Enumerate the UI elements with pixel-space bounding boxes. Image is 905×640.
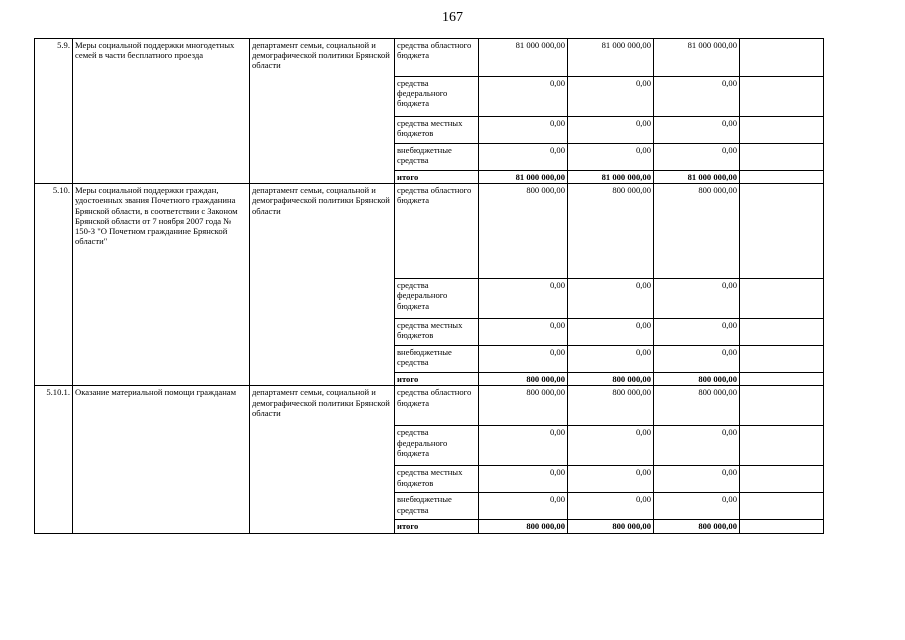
amount-3: 0,00 bbox=[654, 426, 740, 466]
amount-2: 0,00 bbox=[568, 466, 654, 493]
table-row bbox=[35, 39, 824, 77]
funding-source: средства местных бюджетов bbox=[395, 319, 479, 346]
amount-2: 0,00 bbox=[568, 144, 654, 171]
amount-1: 81 000 000,00 bbox=[479, 171, 568, 184]
amount-3: 0,00 bbox=[654, 144, 740, 171]
funding-source: средства федерального бюджета bbox=[395, 77, 479, 117]
empty-cell bbox=[740, 466, 824, 493]
funding-source: средства федерального бюджета bbox=[395, 279, 479, 319]
item-responsible: департамент семьи, социальной и демографической политики Брянской области bbox=[250, 386, 395, 533]
amount-1: 800 000,00 bbox=[479, 184, 568, 279]
amount-2: 0,00 bbox=[568, 319, 654, 346]
amount-3: 800 000,00 bbox=[654, 373, 740, 386]
amount-2: 800 000,00 bbox=[568, 386, 654, 426]
funding-source: средства федерального бюджета bbox=[395, 426, 479, 466]
item-code: 5.10. bbox=[35, 184, 73, 386]
amount-2: 0,00 bbox=[568, 77, 654, 117]
funding-source: средства областного бюджета bbox=[395, 39, 479, 77]
page-number: 167 bbox=[442, 10, 463, 25]
funding-source: итого bbox=[395, 520, 479, 533]
amount-3: 0,00 bbox=[654, 117, 740, 144]
amount-2: 81 000 000,00 bbox=[568, 171, 654, 184]
amount-3: 0,00 bbox=[654, 319, 740, 346]
amount-2: 0,00 bbox=[568, 279, 654, 319]
amount-1: 0,00 bbox=[479, 346, 568, 373]
budget-table bbox=[34, 38, 824, 534]
amount-3: 0,00 bbox=[654, 493, 740, 520]
amount-1: 0,00 bbox=[479, 77, 568, 117]
amount-2: 81 000 000,00 bbox=[568, 39, 654, 77]
amount-1: 0,00 bbox=[479, 493, 568, 520]
amount-3: 800 000,00 bbox=[654, 386, 740, 426]
empty-cell bbox=[740, 279, 824, 319]
empty-cell bbox=[740, 520, 824, 533]
item-code: 5.10.1. bbox=[35, 386, 73, 533]
empty-cell bbox=[740, 373, 824, 386]
item-responsible: департамент семьи, социальной и демографической политики Брянской области bbox=[250, 184, 395, 386]
amount-1: 800 000,00 bbox=[479, 520, 568, 533]
empty-cell bbox=[740, 386, 824, 426]
funding-source: внебюджетные средства bbox=[395, 346, 479, 373]
amount-3: 0,00 bbox=[654, 466, 740, 493]
amount-2: 0,00 bbox=[568, 426, 654, 466]
table-row bbox=[35, 386, 824, 426]
amount-1: 0,00 bbox=[479, 319, 568, 346]
funding-source: средства местных бюджетов bbox=[395, 117, 479, 144]
empty-cell bbox=[740, 493, 824, 520]
table-row bbox=[35, 184, 824, 279]
item-name: Меры социальной поддержки многодетных семей в части бесплатного проезда bbox=[73, 39, 250, 184]
amount-2: 0,00 bbox=[568, 493, 654, 520]
empty-cell bbox=[740, 144, 824, 171]
amount-1: 81 000 000,00 bbox=[479, 39, 568, 77]
amount-1: 0,00 bbox=[479, 466, 568, 493]
empty-cell bbox=[740, 184, 824, 279]
amount-3: 800 000,00 bbox=[654, 184, 740, 279]
empty-cell bbox=[740, 346, 824, 373]
item-responsible: департамент семьи, социальной и демографической политики Брянской области bbox=[250, 39, 395, 184]
amount-3: 0,00 bbox=[654, 346, 740, 373]
empty-cell bbox=[740, 171, 824, 184]
empty-cell bbox=[740, 117, 824, 144]
amount-3: 800 000,00 bbox=[654, 520, 740, 533]
amount-1: 0,00 bbox=[479, 279, 568, 319]
amount-2: 800 000,00 bbox=[568, 184, 654, 279]
empty-cell bbox=[740, 319, 824, 346]
amount-2: 800 000,00 bbox=[568, 373, 654, 386]
empty-cell bbox=[740, 77, 824, 117]
amount-1: 0,00 bbox=[479, 144, 568, 171]
item-name: Меры социальной поддержки граждан, удостоенных звания Почетного гражданина Брянской области, в соответствии с Законом Брянской области от 7 ноября 2007 года № 150-З "О Почетном гражданине Брянской области" bbox=[73, 184, 250, 386]
amount-3: 0,00 bbox=[654, 279, 740, 319]
amount-2: 0,00 bbox=[568, 117, 654, 144]
funding-source: средства областного бюджета bbox=[395, 184, 479, 279]
amount-2: 800 000,00 bbox=[568, 520, 654, 533]
funding-source: внебюджетные средства bbox=[395, 493, 479, 520]
item-code: 5.9. bbox=[35, 39, 73, 184]
amount-3: 0,00 bbox=[654, 77, 740, 117]
funding-source: средства областного бюджета bbox=[395, 386, 479, 426]
funding-source: итого bbox=[395, 171, 479, 184]
funding-source: внебюджетные средства bbox=[395, 144, 479, 171]
amount-2: 0,00 bbox=[568, 346, 654, 373]
funding-source: средства местных бюджетов bbox=[395, 466, 479, 493]
empty-cell bbox=[740, 39, 824, 77]
empty-cell bbox=[740, 426, 824, 466]
amount-1: 800 000,00 bbox=[479, 373, 568, 386]
amount-1: 0,00 bbox=[479, 426, 568, 466]
amount-3: 81 000 000,00 bbox=[654, 39, 740, 77]
amount-1: 0,00 bbox=[479, 117, 568, 144]
amount-3: 81 000 000,00 bbox=[654, 171, 740, 184]
amount-1: 800 000,00 bbox=[479, 386, 568, 426]
item-name: Оказание материальной помощи гражданам bbox=[73, 386, 250, 533]
funding-source: итого bbox=[395, 373, 479, 386]
